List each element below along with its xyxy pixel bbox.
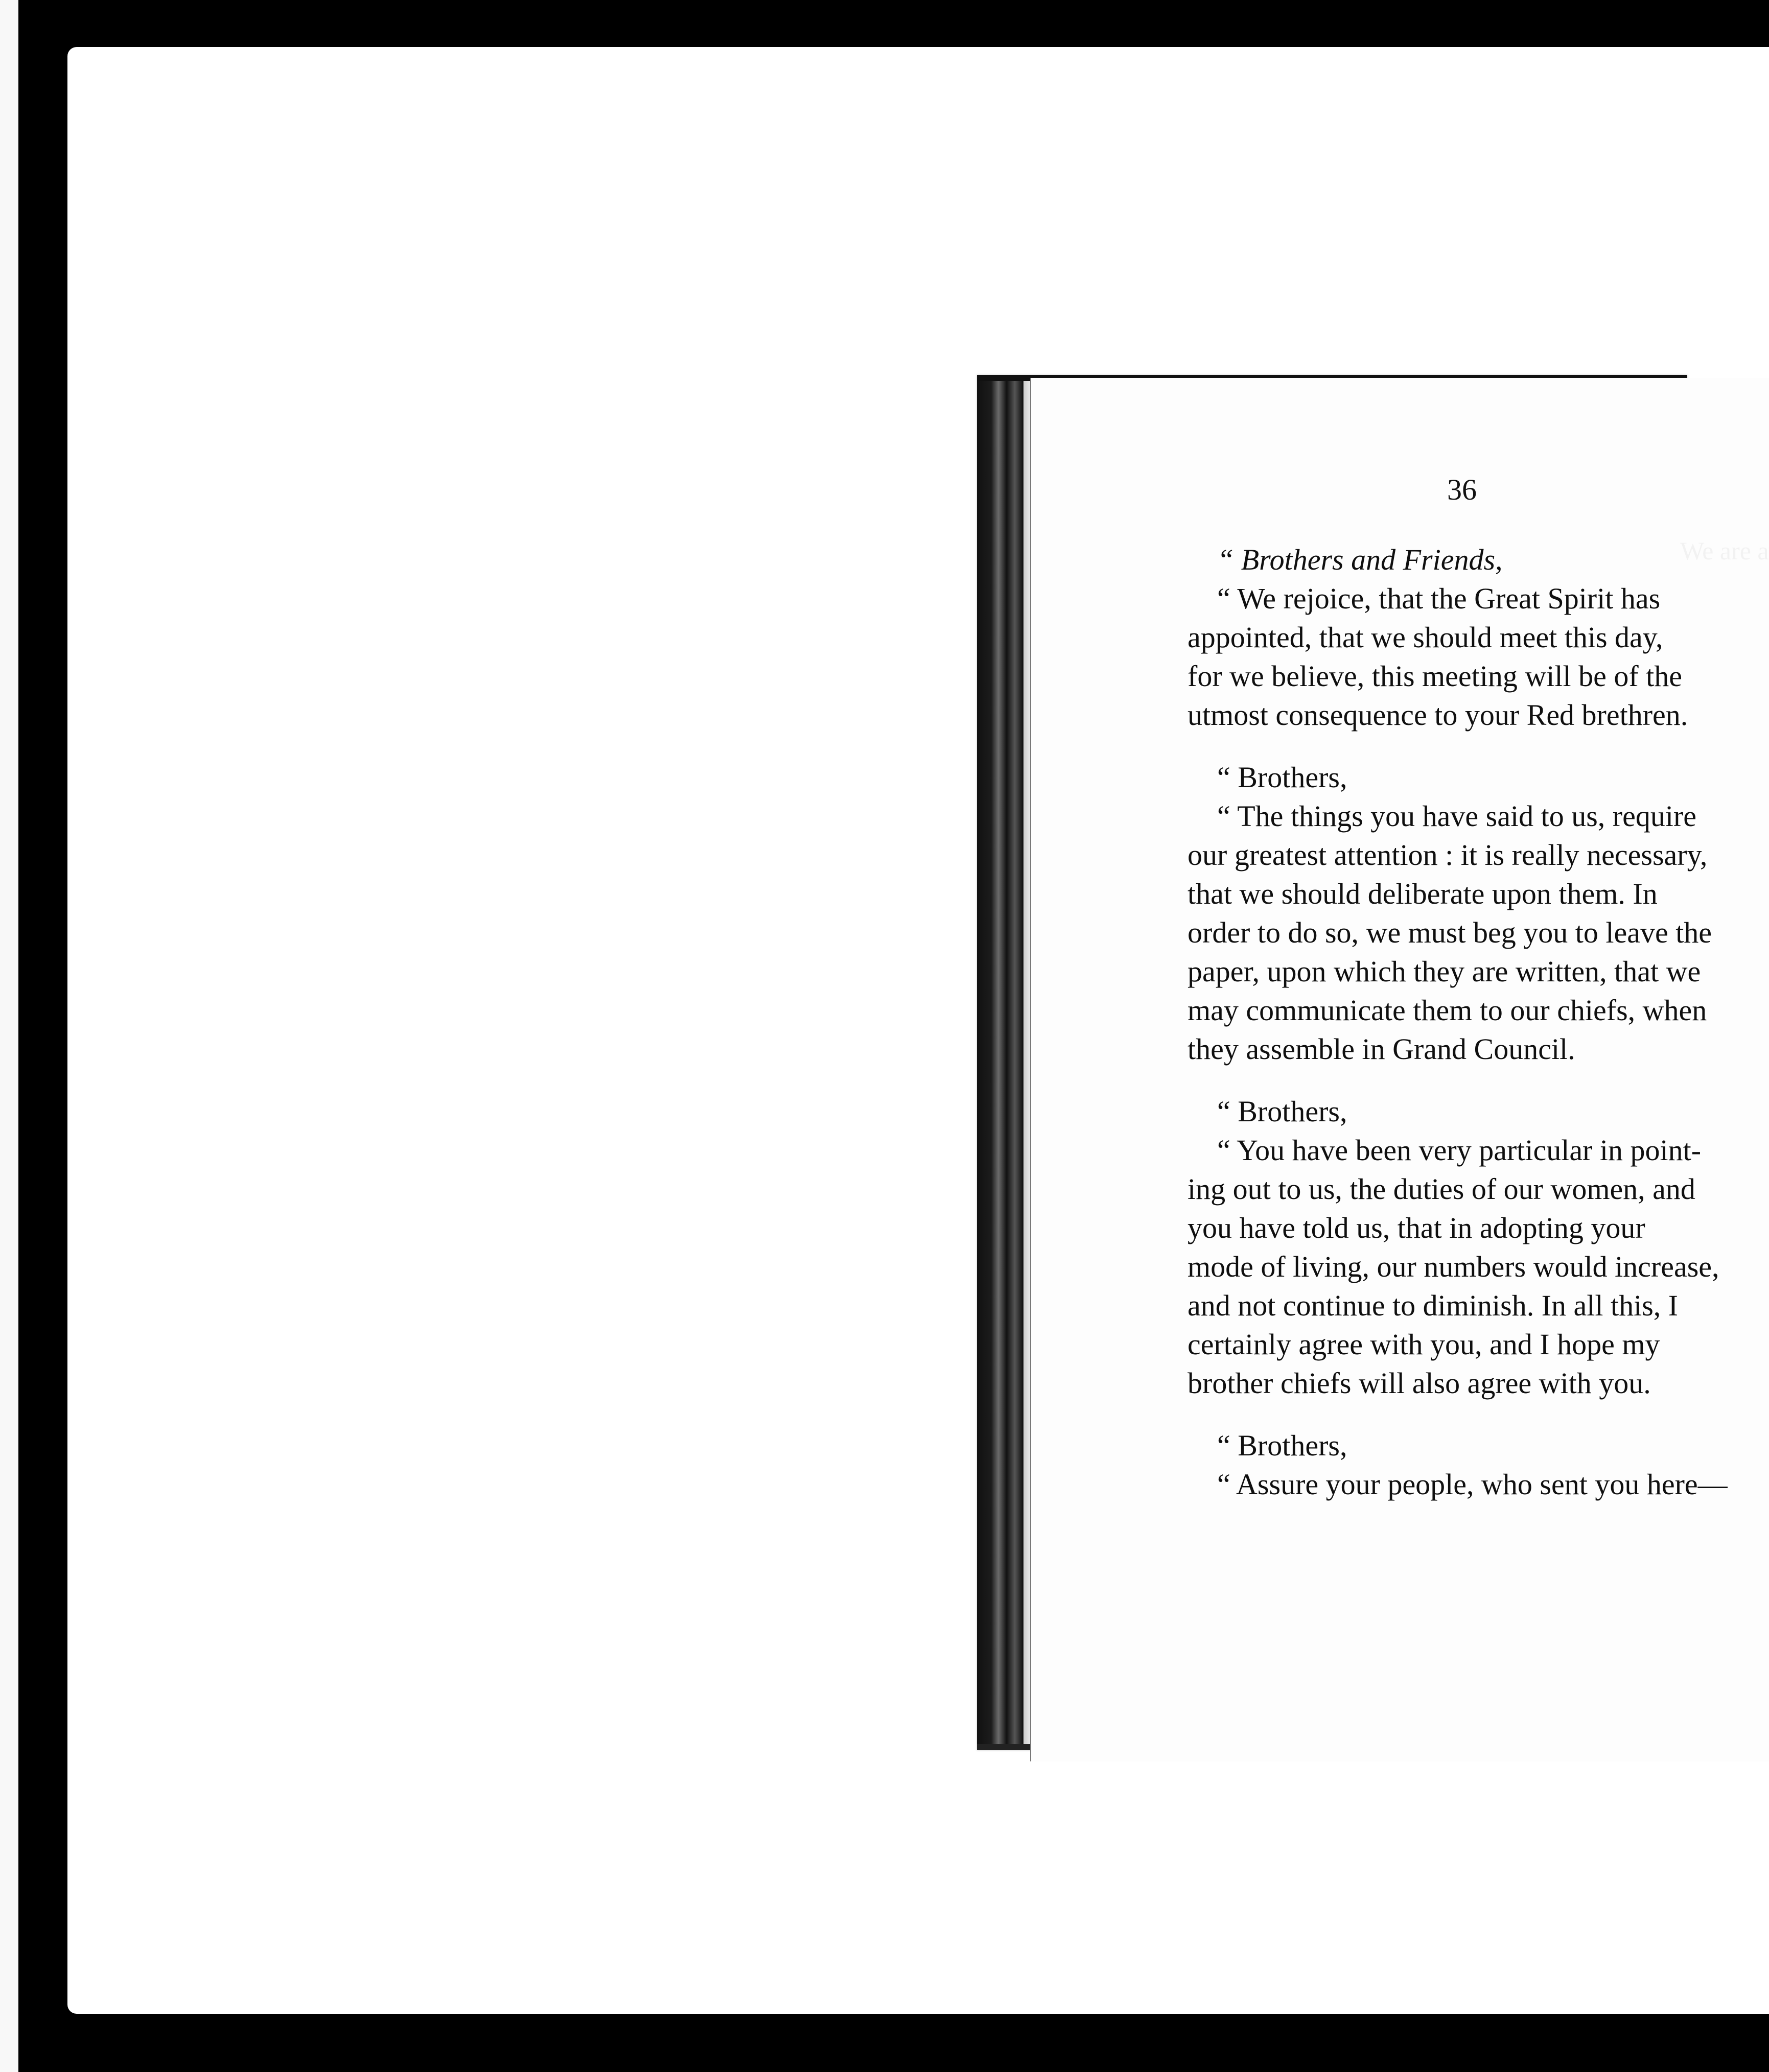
text-line: may communicate them to our chiefs, when xyxy=(1188,994,1707,1027)
address-text: “ Brothers, xyxy=(1217,761,1347,794)
address-line xyxy=(1188,1426,1769,1465)
text-line-content: “ Assure your people, who sent you here— xyxy=(1217,1468,1728,1501)
text-line: paper, upon which they are written, that we xyxy=(1188,955,1701,988)
text-line: mode of living, our numbers would increase, xyxy=(1188,1250,1719,1283)
text-line xyxy=(1188,579,1769,618)
address-line xyxy=(1188,758,1769,797)
address-text: “ Brothers and Friends, xyxy=(1217,543,1503,576)
text-line xyxy=(1188,1131,1769,1170)
page-number: 36 xyxy=(1447,473,1477,506)
text-line: ing out to us, the duties of our women, and xyxy=(1188,1172,1695,1206)
address-text: “ Brothers, xyxy=(1217,1429,1347,1462)
text-line-content: “ You have been very particular in point- xyxy=(1217,1134,1702,1167)
film-edge xyxy=(0,0,18,2072)
paragraph-gap xyxy=(1188,1403,1769,1426)
text-line-content: “ The things you have said to us, require xyxy=(1217,799,1696,833)
page-text xyxy=(1188,540,1769,1504)
address-line xyxy=(1188,1092,1769,1131)
address-line xyxy=(1188,540,1769,579)
text-line: brother chiefs will also agree with you. xyxy=(1188,1367,1651,1400)
text-line: appointed, that we should meet this day, xyxy=(1188,621,1663,654)
text-line xyxy=(1188,1465,1769,1504)
text-line: utmost consequence to your Red brethren. xyxy=(1188,698,1688,732)
paragraph-gap xyxy=(1188,1069,1769,1092)
printed-page xyxy=(1030,378,1769,1761)
text-line: and not continue to diminish. In all this, I xyxy=(1188,1289,1679,1322)
text-line: they assemble in Grand Council. xyxy=(1188,1032,1575,1066)
text-line: you have told us, that in adopting your xyxy=(1188,1211,1645,1244)
text-line xyxy=(1188,797,1769,836)
book-page-scan xyxy=(966,350,1769,1757)
text-line: for we believe, this meeting will be of the xyxy=(1188,660,1682,693)
text-line: certainly agree with you, and I hope my xyxy=(1188,1328,1660,1361)
text-line-content: “ We rejoice, that the Great Spirit has xyxy=(1217,582,1661,615)
text-line: our greatest attention : it is really necessary, xyxy=(1188,838,1708,872)
address-text: “ Brothers, xyxy=(1217,1095,1347,1128)
text-line: order to do so, we must beg you to leave the xyxy=(1188,916,1712,949)
paragraph-gap xyxy=(1188,735,1769,758)
text-line: that we should deliberate upon them. In xyxy=(1188,877,1658,910)
scan-background xyxy=(67,47,1769,2014)
